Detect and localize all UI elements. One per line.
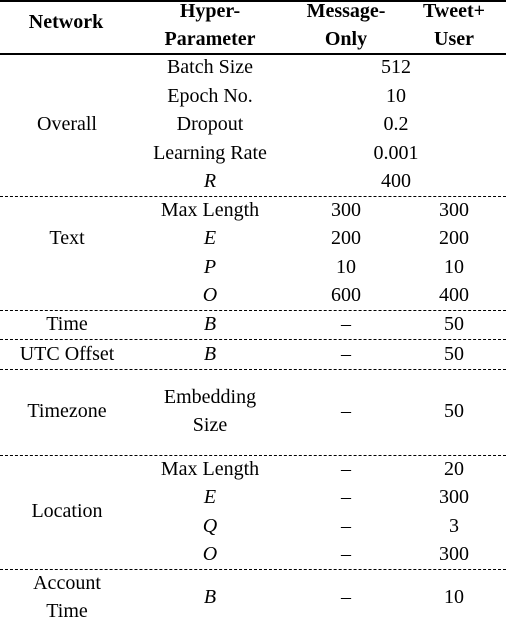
- section-name-utc-offset: UTC Offset: [19, 343, 115, 365]
- text-msg-p: 10: [336, 256, 356, 278]
- text-msg-max-length: 300: [331, 199, 361, 221]
- timezone-msg: –: [341, 400, 351, 422]
- location-param-q: Q: [202, 515, 218, 537]
- time-msg: –: [341, 313, 351, 335]
- section-name-time: Time: [46, 313, 88, 335]
- value-learning-rate: 0.001: [373, 142, 419, 164]
- param-r: R: [203, 170, 217, 192]
- header-hyper-line2: Parameter: [164, 28, 256, 50]
- header-hyper-parameter: [164, 0, 255, 53]
- timezone-param-embedding-size: [164, 383, 256, 439]
- section-name-timezone: Timezone: [27, 400, 107, 422]
- header-tweet-line1: Tweet+: [422, 0, 486, 22]
- account-name-line1: Account: [33, 572, 101, 594]
- location-msg-o: –: [341, 543, 351, 565]
- text-tweet-o: 400: [439, 284, 469, 306]
- section-name-text: Text: [49, 227, 85, 249]
- location-tweet-q: 3: [449, 515, 459, 537]
- location-param-max-length: Max Length: [160, 458, 260, 480]
- text-param-e: E: [203, 227, 217, 249]
- text-param-max-length: Max Length: [160, 199, 260, 221]
- text-msg-o: 600: [331, 284, 361, 306]
- header-network: Network: [28, 11, 104, 33]
- section-name-location: Location: [31, 500, 103, 522]
- account-msg: –: [341, 586, 351, 608]
- timezone-tweet: 50: [444, 400, 464, 422]
- section-name-overall: Overall: [37, 113, 97, 135]
- value-dropout: 0.2: [383, 113, 409, 135]
- text-tweet-max-length: 300: [439, 199, 469, 221]
- text-tweet-p: 10: [444, 256, 464, 278]
- location-param-e: E: [203, 486, 217, 508]
- header-msg-line1: Message-: [306, 0, 386, 22]
- section-name-account-time: [33, 569, 101, 625]
- timezone-param-line2: Size: [192, 414, 228, 436]
- account-name-line2: Time: [46, 600, 88, 622]
- text-param-o: O: [202, 284, 218, 306]
- utc-tweet: 50: [444, 343, 464, 365]
- location-tweet-o: 300: [439, 543, 469, 565]
- utc-param-b: B: [203, 343, 217, 365]
- location-param-o: O: [202, 543, 218, 565]
- param-learning-rate: Learning Rate: [153, 142, 267, 164]
- header-message-only: [307, 0, 386, 53]
- param-epoch-no: Epoch No.: [167, 85, 253, 107]
- location-tweet-e: 300: [439, 486, 469, 508]
- text-msg-e: 200: [331, 227, 361, 249]
- value-batch-size: 512: [381, 56, 411, 78]
- value-r: 400: [381, 170, 411, 192]
- account-param-b: B: [203, 586, 217, 608]
- location-msg-e: –: [341, 486, 351, 508]
- header-tweet-line2: User: [434, 28, 474, 50]
- time-param-b: B: [203, 313, 217, 335]
- header-hyper-line1: Hyper-: [179, 0, 241, 22]
- param-dropout: Dropout: [176, 113, 244, 135]
- header-tweet-user: [423, 0, 485, 53]
- text-tweet-e: 200: [439, 227, 469, 249]
- time-tweet: 50: [444, 313, 464, 335]
- value-epoch-no: 10: [386, 85, 406, 107]
- utc-msg: –: [341, 343, 351, 365]
- header-msg-line2: Only: [324, 28, 368, 50]
- location-msg-max-length: –: [341, 458, 351, 480]
- account-tweet: 10: [444, 586, 464, 608]
- param-batch-size: Batch Size: [166, 56, 254, 78]
- timezone-param-line1: Embedding: [163, 386, 257, 408]
- text-param-p: P: [203, 256, 217, 278]
- location-tweet-max-length: 20: [444, 458, 464, 480]
- location-msg-q: –: [341, 515, 351, 537]
- section-divider-utc-timezone: [0, 369, 506, 370]
